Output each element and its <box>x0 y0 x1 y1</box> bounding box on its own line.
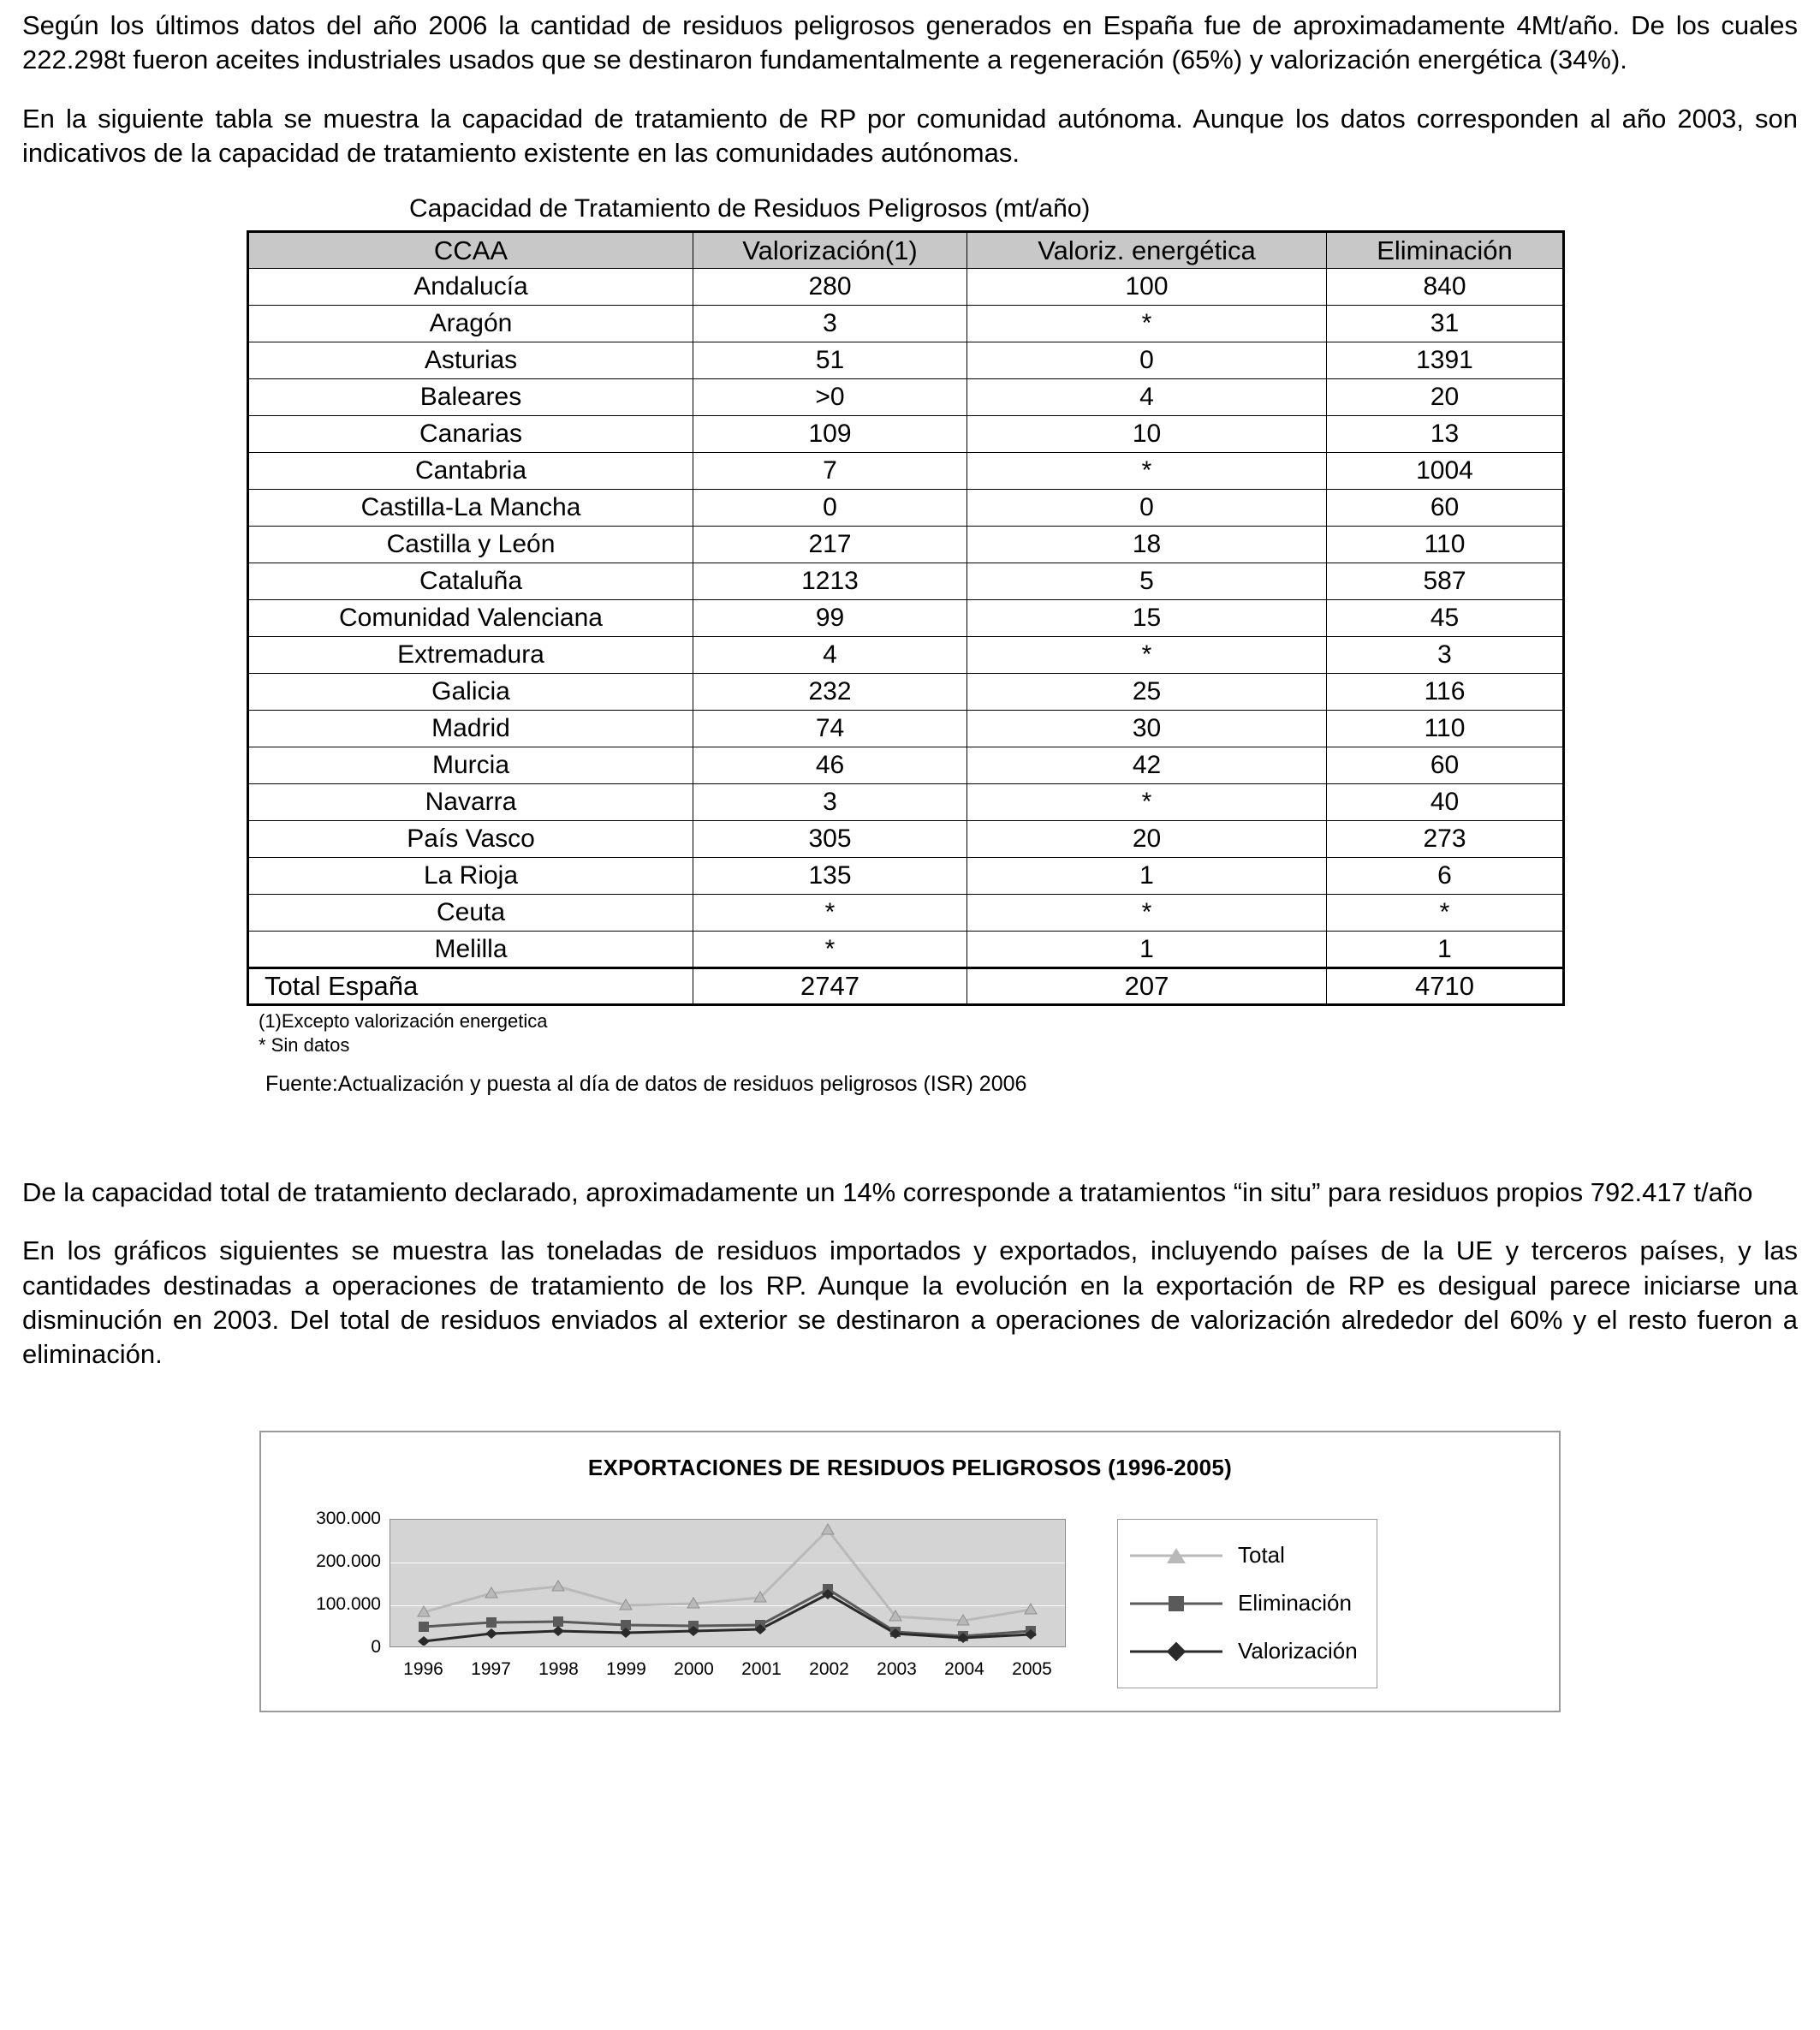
cell-valoriz-energetica: 1 <box>967 858 1327 895</box>
cell-region: Castilla y León <box>248 527 693 563</box>
cell-valoriz-energetica: 1 <box>967 932 1327 968</box>
legend-marker-diamond-icon <box>1130 1642 1222 1661</box>
x-tick-2001: 2001 <box>741 1658 782 1679</box>
y-axis-labels <box>278 1508 390 1657</box>
table-row <box>248 379 1564 416</box>
cell-valorizacion: 135 <box>693 858 967 895</box>
cell-valoriz-energetica: 5 <box>967 563 1327 600</box>
cell-valoriz-energetica: * <box>967 453 1327 490</box>
cell-valorizacion: 99 <box>693 600 967 637</box>
x-tick-1996: 1996 <box>403 1658 443 1679</box>
plot-area <box>390 1519 1066 1647</box>
cell-eliminacion: 1 <box>1327 932 1564 968</box>
cell-valorizacion: 4 <box>693 637 967 674</box>
cell-eliminacion: 20 <box>1327 379 1564 416</box>
cell-valorizacion: 109 <box>693 416 967 453</box>
series-total-markers <box>418 1524 1037 1625</box>
y-tick-100000: 100.000 <box>316 1593 381 1614</box>
cell-valorizacion: 217 <box>693 527 967 563</box>
cell-valorizacion: 280 <box>693 269 967 306</box>
paragraph-in-situ: De la capacidad total de tratamiento declarado, aproximadamente un 14% corresponde a tratamientos “in situ” para residuos propios 792.417 t/año <box>22 1177 1753 1208</box>
cell-valoriz-energetica: 0 <box>967 342 1327 379</box>
paragraph-charts-intro: En los gráficos siguientes se muestra las toneladas de residuos importados y exportados, incluyendo países de la UE y terceros países, y las cantidades destinadas a operaciones de tratamiento de los RP. Aunque la evolución en la exportación de RP es desigual parece iniciarse una disminución en 2003. Del total de residuos enviados al exterior se destinaron a operaciones de valorización alrededor del 60% y el resto fueron a eliminación. <box>22 1235 1798 1370</box>
cell-eliminacion: 60 <box>1327 747 1564 784</box>
cell-valorizacion: 46 <box>693 747 967 784</box>
y-tick-200000: 200.000 <box>316 1551 381 1571</box>
cell-region: Aragón <box>248 306 693 342</box>
table-row <box>248 895 1564 932</box>
cell-region: La Rioja <box>248 858 693 895</box>
table-row <box>248 821 1564 858</box>
table-row <box>248 306 1564 342</box>
cell-valorizacion: 51 <box>693 342 967 379</box>
x-tick-1999: 1999 <box>606 1658 646 1679</box>
plot-and-axis <box>390 1519 1066 1680</box>
cell-valoriz-energetica: 18 <box>967 527 1327 563</box>
cell-region: País Vasco <box>248 821 693 858</box>
cell-region: Galicia <box>248 674 693 711</box>
cell-valoriz-energetica: 4 <box>967 379 1327 416</box>
table-row <box>248 453 1564 490</box>
cell-eliminacion: * <box>1327 895 1564 932</box>
legend-marker-triangle-icon <box>1130 1546 1222 1565</box>
cell-valoriz-energetica: * <box>967 637 1327 674</box>
cell-eliminacion: 587 <box>1327 563 1564 600</box>
column-header-valorizacion: Valorización(1) <box>693 232 967 269</box>
capacity-table-block <box>22 194 1798 1097</box>
cell-region: Madrid <box>248 711 693 747</box>
table-row <box>248 563 1564 600</box>
table-row <box>248 711 1564 747</box>
table-title: Capacidad de Tratamiento de Residuos Peligrosos (mt/año) <box>409 194 1091 223</box>
cell-eliminacion: 40 <box>1327 784 1564 821</box>
x-tick-2005: 2005 <box>1012 1658 1052 1679</box>
legend-label-total: Total <box>1238 1542 1285 1569</box>
cell-valorizacion: 3 <box>693 306 967 342</box>
legend-marker-square-icon <box>1130 1594 1222 1613</box>
x-tick-1998: 1998 <box>538 1658 579 1679</box>
cell-region: Andalucía <box>248 269 693 306</box>
table-row <box>248 747 1564 784</box>
cell-valorizacion: >0 <box>693 379 967 416</box>
cell-eliminacion: 6 <box>1327 858 1564 895</box>
cell-valorizacion: 1213 <box>693 563 967 600</box>
x-axis-labels <box>390 1659 1066 1680</box>
cell-eliminacion: 3 <box>1327 637 1564 674</box>
cell-total-eliminacion: 4710 <box>1327 968 1564 1005</box>
cell-valoriz-energetica: 100 <box>967 269 1327 306</box>
cell-valorizacion: * <box>693 895 967 932</box>
x-tick-2003: 2003 <box>877 1658 917 1679</box>
cell-eliminacion: 116 <box>1327 674 1564 711</box>
spacer <box>22 1097 1798 1176</box>
cell-eliminacion: 273 <box>1327 821 1564 858</box>
cell-region: Cantabria <box>248 453 693 490</box>
x-tick-2002: 2002 <box>809 1658 849 1679</box>
paragraph-table-intro: En la siguiente tabla se muestra la capacidad de tratamiento de RP por comunidad autónoma. Aunque los datos corresponden al año 2003, son indicativos de la capacidad de tratamiento existente en las comunidades autónomas. <box>22 103 1798 168</box>
legend-item-valorizacion <box>1130 1628 1358 1676</box>
spacer <box>22 1372 1798 1422</box>
cell-valoriz-energetica: 0 <box>967 490 1327 527</box>
cell-valorizacion: 0 <box>693 490 967 527</box>
cell-valorizacion: 74 <box>693 711 967 747</box>
table-row <box>248 858 1564 895</box>
series-lines <box>390 1520 1064 1646</box>
cell-valoriz-energetica: * <box>967 306 1327 342</box>
cell-total-valoriz-energetica: 207 <box>967 968 1327 1005</box>
table-row <box>248 342 1564 379</box>
table-row <box>248 674 1564 711</box>
cell-eliminacion: 110 <box>1327 527 1564 563</box>
cell-valoriz-energetica: 30 <box>967 711 1327 747</box>
exports-chart <box>259 1431 1561 1712</box>
column-header-valoriz-energetica: Valoriz. energética <box>967 232 1327 269</box>
cell-eliminacion: 31 <box>1327 306 1564 342</box>
cell-total-label: Total España <box>248 968 693 1005</box>
cell-region: Castilla-La Mancha <box>248 490 693 527</box>
table-row <box>248 416 1564 453</box>
table-row <box>248 932 1564 968</box>
cell-region: Canarias <box>248 416 693 453</box>
cell-valoriz-energetica: * <box>967 895 1327 932</box>
cell-region: Ceuta <box>248 895 693 932</box>
y-tick-0: 0 <box>371 1636 381 1657</box>
cell-eliminacion: 1004 <box>1327 453 1564 490</box>
legend-item-total <box>1130 1532 1358 1580</box>
cell-region: Melilla <box>248 932 693 968</box>
x-tick-1997: 1997 <box>471 1658 511 1679</box>
legend-label-valorizacion: Valorización <box>1238 1638 1358 1664</box>
cell-valorizacion: 3 <box>693 784 967 821</box>
table-row <box>248 784 1564 821</box>
table-row <box>248 637 1564 674</box>
cell-eliminacion: 45 <box>1327 600 1564 637</box>
table-total-row <box>248 968 1564 1005</box>
cell-valorizacion: 305 <box>693 821 967 858</box>
table-row <box>248 600 1564 637</box>
cell-region: Navarra <box>248 784 693 821</box>
cell-region: Asturias <box>248 342 693 379</box>
table-row <box>248 490 1564 527</box>
table-note-1: (1)Excepto valorización energetica <box>259 1010 548 1033</box>
column-header-eliminacion: Eliminación <box>1327 232 1564 269</box>
cell-valorizacion: * <box>693 932 967 968</box>
cell-valoriz-energetica: 25 <box>967 674 1327 711</box>
cell-eliminacion: 840 <box>1327 269 1564 306</box>
paragraph-intro: Según los últimos datos del año 2006 la cantidad de residuos peligrosos generados en España fue de aproximadamente 4Mt/año. De los cuales 222.298t fueron aceites industriales usados que se destinaron fundamentalmente a regeneración (65%) y valorización energética (34%). <box>22 10 1798 75</box>
chart-title: EXPORTACIONES DE RESIDUOS PELIGROSOS (1996-2005) <box>587 1454 1233 1480</box>
cell-eliminacion: 13 <box>1327 416 1564 453</box>
table-source: Fuente:Actualización y puesta al día de datos de residuos peligrosos (ISR) 2006 <box>265 1072 1027 1097</box>
cell-valoriz-energetica: * <box>967 784 1327 821</box>
table-header-row <box>248 232 1564 269</box>
legend-item-eliminacion <box>1130 1580 1358 1628</box>
cell-region: Comunidad Valenciana <box>248 600 693 637</box>
legend-label-eliminacion: Eliminación <box>1238 1590 1352 1616</box>
cell-valoriz-energetica: 42 <box>967 747 1327 784</box>
x-tick-2004: 2004 <box>944 1658 984 1679</box>
table-note-2: * Sin datos <box>259 1033 350 1056</box>
cell-valoriz-energetica: 10 <box>967 416 1327 453</box>
cell-eliminacion: 60 <box>1327 490 1564 527</box>
y-tick-300000: 300.000 <box>316 1508 381 1528</box>
cell-eliminacion: 1391 <box>1327 342 1564 379</box>
series-total-line <box>424 1530 1031 1621</box>
chart-body <box>278 1508 1542 1688</box>
cell-valoriz-energetica: 15 <box>967 600 1327 637</box>
capacity-table <box>247 230 1565 1006</box>
cell-region: Cataluña <box>248 563 693 600</box>
column-header-ccaa: CCAA <box>248 232 693 269</box>
chart-legend <box>1117 1519 1377 1688</box>
cell-region: Extremadura <box>248 637 693 674</box>
cell-valorizacion: 7 <box>693 453 967 490</box>
cell-region: Baleares <box>248 379 693 416</box>
cell-region: Murcia <box>248 747 693 784</box>
cell-total-valorizacion: 2747 <box>693 968 967 1005</box>
cell-valorizacion: 232 <box>693 674 967 711</box>
table-row <box>248 527 1564 563</box>
cell-valoriz-energetica: 20 <box>967 821 1327 858</box>
cell-eliminacion: 110 <box>1327 711 1564 747</box>
table-row <box>248 269 1564 306</box>
table-notes <box>247 1009 548 1057</box>
x-tick-2000: 2000 <box>674 1658 714 1679</box>
